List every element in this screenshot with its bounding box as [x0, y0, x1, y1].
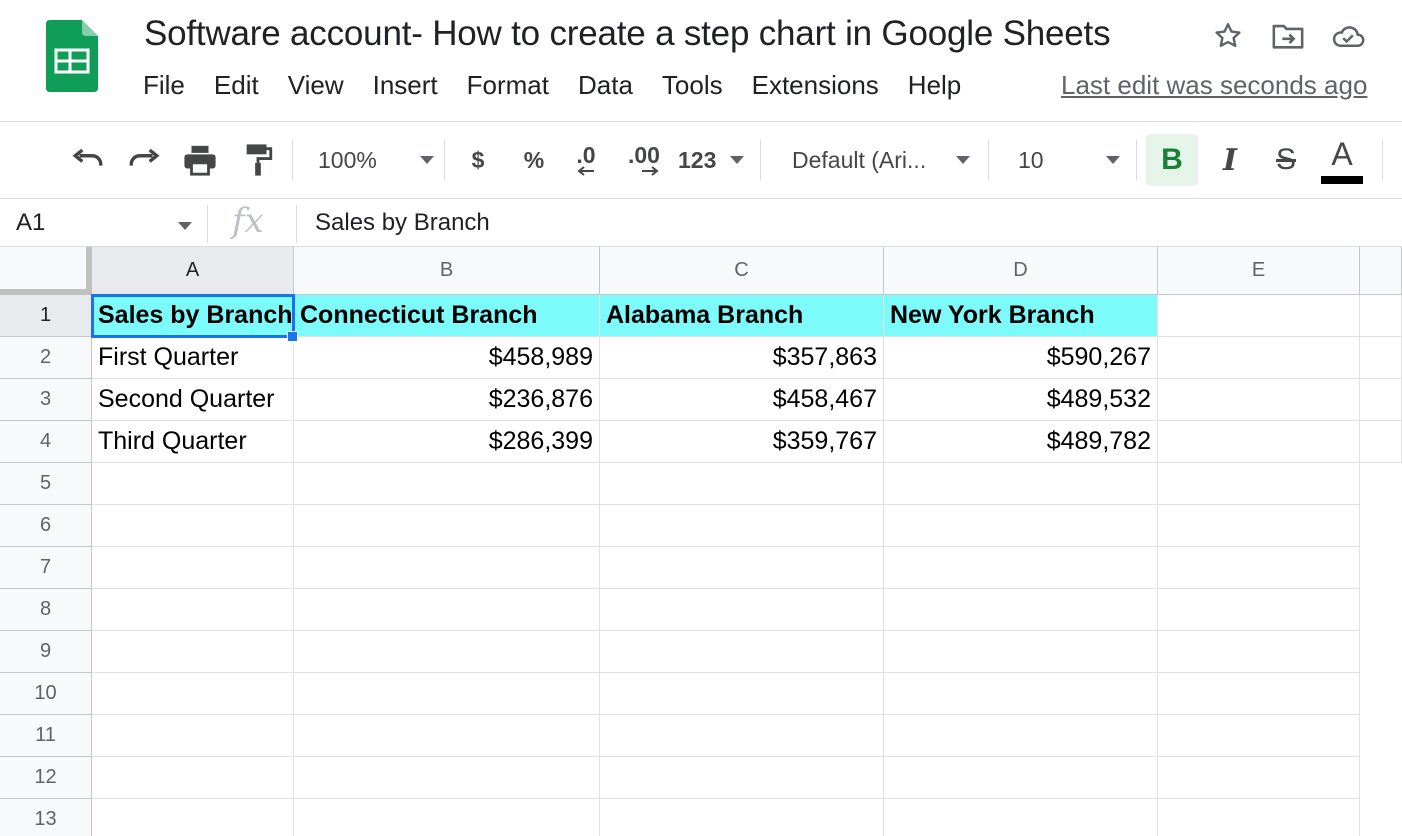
cell-a3[interactable]: Second Quarter: [92, 379, 294, 421]
menu-view[interactable]: View: [287, 70, 344, 100]
cell-f4[interactable]: [1360, 421, 1402, 463]
cell-c9[interactable]: [600, 631, 884, 673]
name-box[interactable]: A1: [16, 209, 46, 236]
arrow-left-icon: [576, 166, 596, 176]
last-edit-link[interactable]: Last edit was seconds ago: [1061, 70, 1368, 100]
row-header-8[interactable]: 8: [0, 589, 92, 631]
bold-button[interactable]: B: [1146, 134, 1198, 186]
more-formats-select[interactable]: [678, 136, 744, 184]
document-title[interactable]: Software account- How to create a step chart in Google Sheets: [144, 14, 1111, 53]
menu-file[interactable]: File: [143, 70, 185, 100]
cell-b3[interactable]: $236,876: [294, 379, 600, 421]
column-header-c[interactable]: C: [600, 247, 884, 295]
increase-decimal-label: .00: [628, 142, 660, 168]
zoom-select[interactable]: [318, 136, 434, 184]
row-header-1[interactable]: 1: [0, 295, 92, 337]
title-actions: [1210, 18, 1366, 54]
toolbar-separator: [444, 140, 445, 180]
cell-c3[interactable]: $458,467: [600, 379, 884, 421]
chevron-down-icon: [730, 156, 744, 164]
redo-icon[interactable]: [124, 136, 164, 184]
chevron-down-icon: [956, 156, 970, 164]
toolbar-separator: [1382, 140, 1383, 180]
cell-b1[interactable]: Connecticut Branch: [294, 295, 600, 337]
cell-a8[interactable]: [92, 589, 294, 631]
cell-d10[interactable]: [884, 673, 1158, 715]
cell-f3[interactable]: [1360, 379, 1402, 421]
cell-a5[interactable]: [92, 463, 294, 505]
cell-d12[interactable]: [884, 757, 1158, 799]
fill-handle[interactable]: [287, 331, 298, 342]
cell-a1[interactable]: Sales by Branch: [92, 295, 294, 337]
cell-b8[interactable]: [294, 589, 600, 631]
font-family-select[interactable]: [792, 136, 970, 184]
row-header-13[interactable]: 13: [0, 799, 92, 836]
text-color-swatch: [1321, 176, 1363, 184]
row-header-11[interactable]: 11: [0, 715, 92, 757]
toolbar-separator: [988, 140, 989, 180]
spreadsheet-grid: [0, 247, 1402, 836]
cell-e9[interactable]: [1158, 631, 1360, 673]
cell-b4[interactable]: $286,399: [294, 421, 600, 463]
cell-e4[interactable]: [1158, 421, 1360, 463]
formula-separator: [207, 205, 208, 243]
chevron-down-icon[interactable]: [178, 222, 192, 230]
row-header-6[interactable]: 6: [0, 505, 92, 547]
menu-extensions[interactable]: Extensions: [751, 70, 879, 100]
cell-c1[interactable]: Alabama Branch: [600, 295, 884, 337]
sheets-logo-icon[interactable]: [46, 20, 98, 92]
cell-e1[interactable]: [1158, 295, 1360, 337]
row-header-2[interactable]: 2: [0, 337, 92, 379]
cell-e3[interactable]: [1158, 379, 1360, 421]
cell-f1[interactable]: [1360, 295, 1402, 337]
menu-insert[interactable]: Insert: [372, 70, 438, 100]
cell-c2[interactable]: $357,863: [600, 337, 884, 379]
cell-a6[interactable]: [92, 505, 294, 547]
cell-e2[interactable]: [1158, 337, 1360, 379]
cell-d9[interactable]: [884, 631, 1158, 673]
menu-tools[interactable]: Tools: [661, 70, 723, 100]
menu-help[interactable]: Help: [907, 70, 962, 100]
cell-c5[interactable]: [600, 463, 884, 505]
cell-b7[interactable]: [294, 547, 600, 589]
toolbar-separator: [760, 140, 761, 180]
cell-b9[interactable]: [294, 631, 600, 673]
more-formats-label: 123: [678, 146, 717, 173]
percent-button[interactable]: %: [523, 146, 545, 173]
chevron-down-icon: [1106, 156, 1120, 164]
cell-d8[interactable]: [884, 589, 1158, 631]
cell-d13[interactable]: [884, 799, 1158, 836]
cell-a2[interactable]: First Quarter: [92, 337, 294, 379]
cell-f2[interactable]: [1360, 337, 1402, 379]
text-color-button[interactable]: A: [1331, 135, 1353, 172]
currency-button[interactable]: $: [471, 146, 485, 173]
column-header-d[interactable]: D: [884, 247, 1158, 295]
cell-b10[interactable]: [294, 673, 600, 715]
cell-b2[interactable]: $458,989: [294, 337, 600, 379]
cell-c4[interactable]: $359,767: [600, 421, 884, 463]
print-icon[interactable]: [180, 136, 220, 184]
italic-button[interactable]: I: [1222, 142, 1238, 178]
cell-e11[interactable]: [1158, 715, 1360, 757]
cell-d6[interactable]: [884, 505, 1158, 547]
decrease-decimal-label: .0: [576, 142, 596, 168]
formula-bar: [0, 199, 1402, 247]
row-header-10[interactable]: 10: [0, 673, 92, 715]
cell-b6[interactable]: [294, 505, 600, 547]
row-header-3[interactable]: 3: [0, 379, 92, 421]
toolbar-separator: [1136, 140, 1137, 180]
cell-d2[interactable]: $590,267: [884, 337, 1158, 379]
cell-a11[interactable]: [92, 715, 294, 757]
zoom-value: 100%: [318, 146, 377, 173]
cell-d5[interactable]: [884, 463, 1158, 505]
row-header-12[interactable]: 12: [0, 757, 92, 799]
cell-d3[interactable]: $489,532: [884, 379, 1158, 421]
cell-c8[interactable]: [600, 589, 884, 631]
column-header-e[interactable]: E: [1158, 247, 1360, 295]
cell-e10[interactable]: [1158, 673, 1360, 715]
cell-e8[interactable]: [1158, 589, 1360, 631]
star-icon[interactable]: [1210, 18, 1246, 54]
cell-e13[interactable]: [1158, 799, 1360, 836]
app-header: [0, 0, 1402, 122]
cell-a7[interactable]: [92, 547, 294, 589]
cell-b11[interactable]: [294, 715, 600, 757]
cell-b12[interactable]: [294, 757, 600, 799]
menu-edit[interactable]: Edit: [213, 70, 259, 100]
cell-d4[interactable]: $489,782: [884, 421, 1158, 463]
row-header-4[interactable]: 4: [0, 421, 92, 463]
cell-b5[interactable]: [294, 463, 600, 505]
font-family-value: Default (Ari...: [792, 146, 927, 173]
font-size-select[interactable]: [1018, 136, 1120, 184]
cell-d7[interactable]: [884, 547, 1158, 589]
menu-data[interactable]: Data: [577, 70, 633, 100]
row-header-7[interactable]: 7: [0, 547, 92, 589]
cell-a9[interactable]: [92, 631, 294, 673]
column-header-b[interactable]: B: [294, 247, 600, 295]
cell-a4[interactable]: Third Quarter: [92, 421, 294, 463]
cell-d1[interactable]: New York Branch: [884, 295, 1158, 337]
paint-format-icon[interactable]: [238, 136, 278, 184]
toolbar: [0, 122, 1402, 199]
cell-c13[interactable]: [600, 799, 884, 836]
toolbar-separator: [292, 140, 293, 180]
row-header-9[interactable]: 9: [0, 631, 92, 673]
fx-icon: fx: [232, 201, 264, 241]
undo-icon[interactable]: [68, 136, 108, 184]
cloud-saved-icon[interactable]: [1330, 18, 1366, 54]
cell-c12[interactable]: [600, 757, 884, 799]
decrease-decimal-button[interactable]: [566, 136, 606, 184]
chevron-down-icon: [420, 156, 434, 164]
cell-e12[interactable]: [1158, 757, 1360, 799]
cell-b13[interactable]: [294, 799, 600, 836]
cell-a10[interactable]: [92, 673, 294, 715]
cell-c7[interactable]: [600, 547, 884, 589]
cell-e6[interactable]: [1158, 505, 1360, 547]
select-all-corner[interactable]: [0, 247, 92, 295]
font-size-value: 10: [1018, 146, 1044, 173]
cell-c10[interactable]: [600, 673, 884, 715]
increase-decimal-button[interactable]: [622, 136, 666, 184]
column-header-f[interactable]: [1360, 247, 1402, 295]
cell-e5[interactable]: [1158, 463, 1360, 505]
formula-separator: [296, 205, 297, 243]
cell-c6[interactable]: [600, 505, 884, 547]
row-header-5[interactable]: 5: [0, 463, 92, 505]
menu-bar: [143, 70, 990, 101]
move-folder-icon[interactable]: [1270, 18, 1306, 54]
column-header-a[interactable]: A: [92, 247, 294, 295]
menu-format[interactable]: Format: [466, 70, 549, 100]
arrow-right-icon: [640, 166, 662, 176]
cell-a13[interactable]: [92, 799, 294, 836]
cell-c11[interactable]: [600, 715, 884, 757]
formula-input[interactable]: Sales by Branch: [315, 209, 490, 236]
cell-d11[interactable]: [884, 715, 1158, 757]
cell-e7[interactable]: [1158, 547, 1360, 589]
cell-a12[interactable]: [92, 757, 294, 799]
strikethrough-button[interactable]: S: [1275, 143, 1296, 176]
